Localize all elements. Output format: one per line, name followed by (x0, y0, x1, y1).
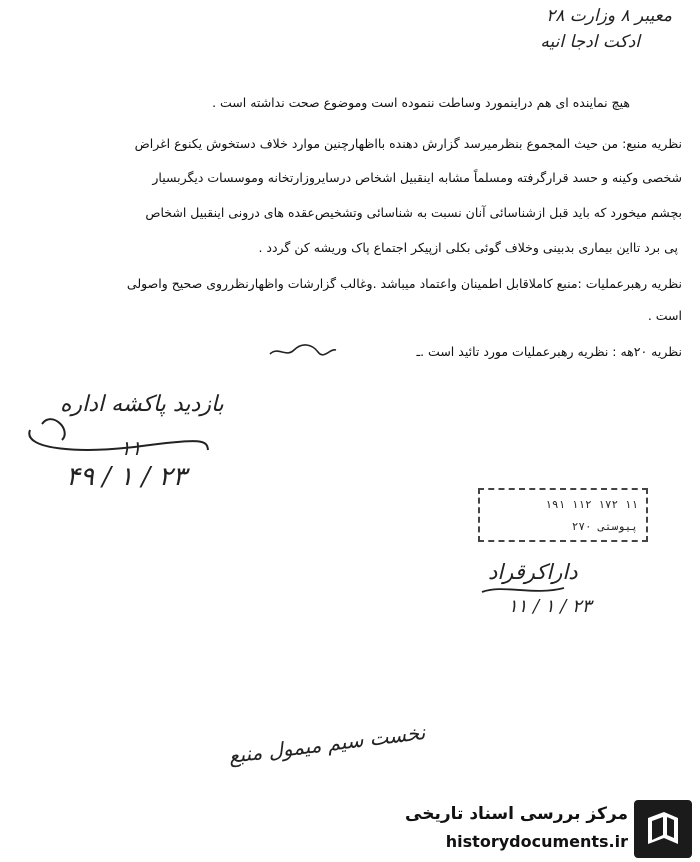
body-line-2: نظریه منبع: من حیث المجموع بنظرمیرسد گزارش دهنده بااظهارچنین موارد خلاف دستخوش یکنوع اغراض (134, 136, 682, 151)
scribble-mark (268, 340, 338, 360)
right-signature-name: داراکرقراد (488, 560, 578, 584)
watermark-title: مرکز بررسی اسناد تاریخی (405, 804, 628, 824)
archive-logo-icon (634, 800, 692, 858)
left-signature-flourish (22, 400, 212, 460)
body-line-8: نظریه ۲۰هه : نظریه رهبرعملیات مورد تائید است .ـ (416, 344, 682, 359)
stamp-line-1: ۱۱ ۱۷۲ ۱۱۲ ۱۹۱ (545, 498, 638, 511)
body-line-5: پی برد تااین بیماری بدبینی وخلاف گوئی بکلی ازپیکر اجتماع پاک وریشه کن گردد . (258, 240, 678, 255)
bottom-handwritten-note: نخست سیم میمول منبع (227, 720, 427, 768)
watermark-footer (400, 796, 700, 862)
left-signature-name: بازدید پاکشه اداره (60, 392, 224, 417)
body-line-3: شخصی وکینه‌ و حسد قرارگرفته ومسلماً مشابه اینقبیل اشخاص درسایروزارتخانه وموسسات دیگربسیار (152, 170, 682, 185)
header-note-line1: معیبر ۸ وزارت ۲۸ (546, 6, 672, 26)
body-line-1: هیچ نماینده ای هم دراینمورد وساطت ننموده است وموضوع صحت نداشته است . (212, 95, 630, 110)
registration-stamp (478, 488, 648, 542)
left-signature-initials: ۱۱ (120, 436, 142, 460)
body-line-6: نظریه رهبرعملیات :منبع کاملاقابل اطمینان واعتماد میباشد .وغالب گزارشات واظهارنظرروی صحیح واصولی (126, 276, 682, 291)
left-signature-date: ۲۳ / ۱ / ۴۹ (66, 462, 187, 492)
body-line-4: بچشم میخورد که باید قبل ازشناسائی آنان نسبت به شناسائی وتشخیص‌عقده های درونی اینقبیل اشخاص (145, 205, 682, 220)
right-signature-date: ۲۳ / ۱ / ۱۱ (508, 596, 592, 617)
watermark-site: historydocuments.ir (445, 832, 628, 851)
header-note-line2: ادکت ادجا انیه (540, 32, 640, 52)
stamp-line-2: پیوستی ۲۷۰ (571, 520, 638, 533)
body-line-7: است . (647, 308, 682, 323)
